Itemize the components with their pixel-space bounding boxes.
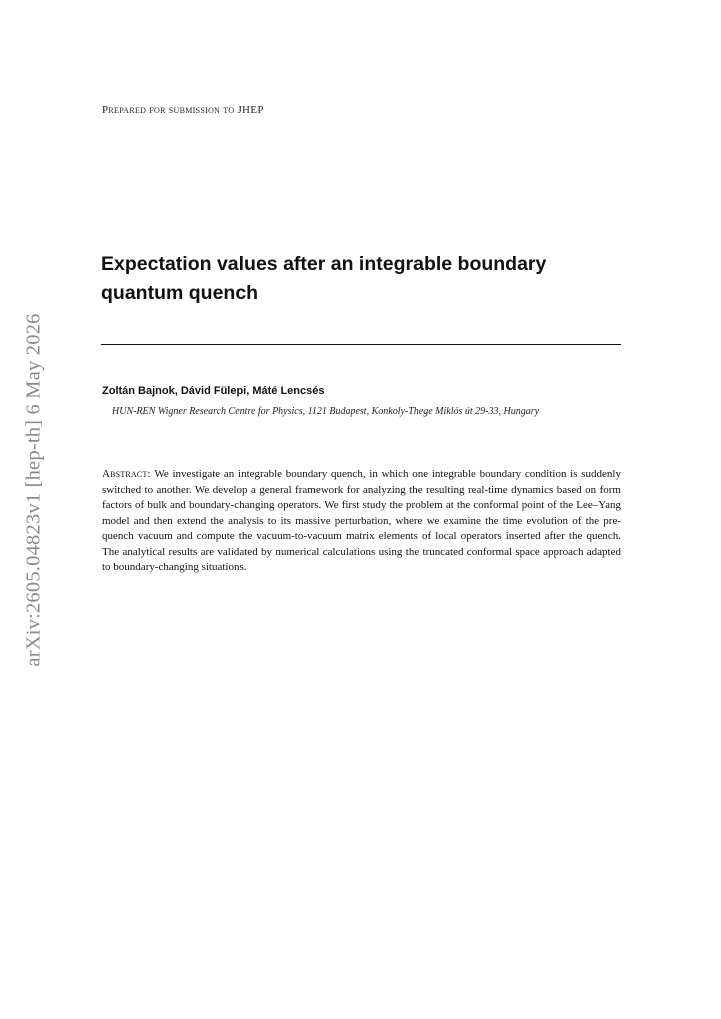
- title-divider: [101, 344, 621, 345]
- arxiv-identifier-stamp: arXiv:2605.04823v1 [hep-th] 6 May 2026: [22, 313, 45, 667]
- paper-title: Expectation values after an integrable boundary quantum quench: [101, 253, 547, 304]
- submission-note: Prepared for submission to JHEP: [102, 104, 264, 116]
- author-list: Zoltán Bajnok, Dávid Fülepi, Máté Lencsés: [102, 385, 325, 397]
- abstract: [102, 467, 621, 576]
- author-affiliation: HUN-REN Wigner Research Centre for Physics, 1121 Budapest, Konkoly-Thege Miklós út 29-33, Hungary: [112, 406, 540, 417]
- abstract-label: Abstract:: [102, 468, 151, 480]
- abstract-text: We investigate an integrable boundary quench, in which one integrable boundary condition is suddenly switched to another. We develop a general framework for analyzing the resulting real-time dynamics based on form factors of bulk and boundary-changing operators. We first study the problem at the conformal point of the Lee–Yang model and then extend the analysis to its massive perturbation, where we examine the time evolution of the pre-quench vacuum and compute the vacuum-to-vacuum matrix elements of local operators inserted after the quench. The analytical results are validated by numerical calculations using the truncated conformal space approach adapted to boundary-changing situations.: [102, 468, 621, 573]
